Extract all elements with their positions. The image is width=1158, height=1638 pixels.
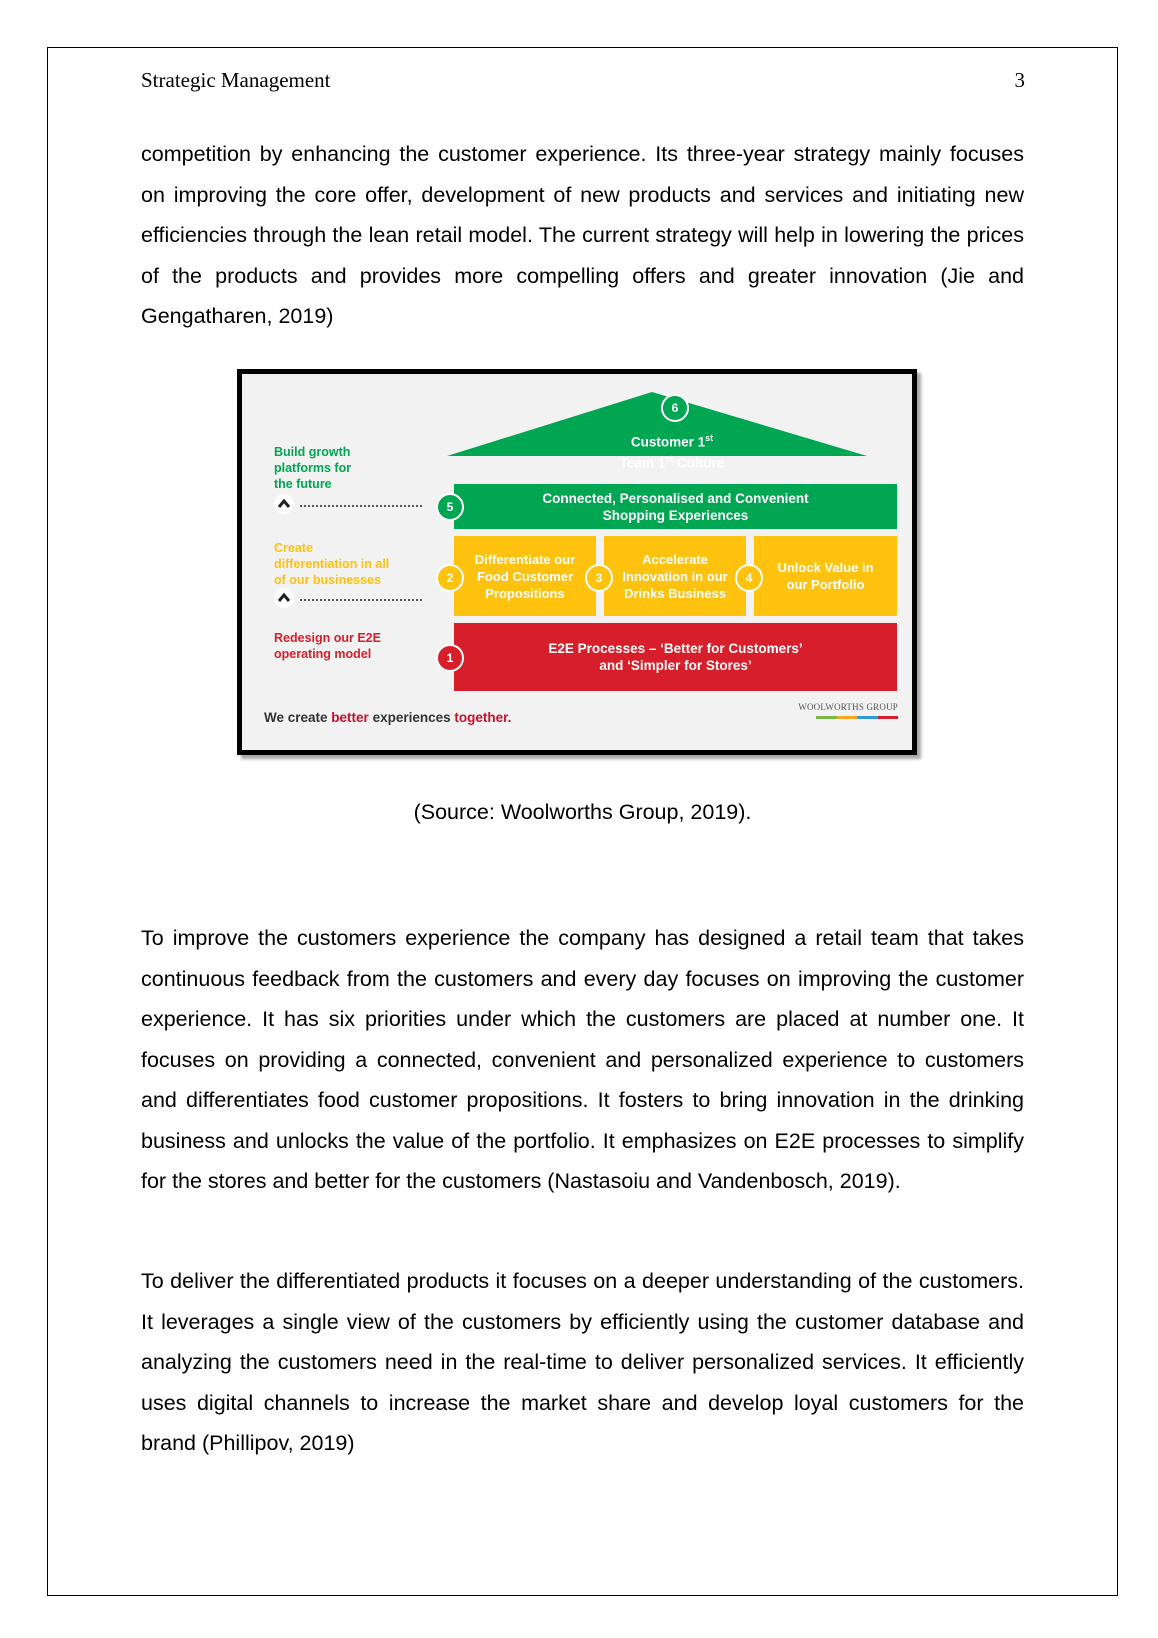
page-header [141,68,1025,98]
dotted-divider [300,505,422,507]
tagline-part3: experiences [368,710,455,725]
box3-line3: Drinks Business [624,585,726,601]
box2-line3: Propositions [485,585,565,601]
priority-4-box [754,536,897,616]
box2-line2: Food Customer [476,568,574,584]
paragraph-3: To deliver the differentiated products it focuses on a deeper understanding of the customers. It leverages a single view of the customers by efficiently using the customer database and analyzing the customers need in the real-time to deliver personalized services. It efficiently uses digital channels to increase the market share and develop loyal customers for the brand (Phillipov, 2019) [141,1269,1024,1455]
priority-2-box [454,536,596,616]
priority-number-2: 2 [436,564,464,592]
roof-label [572,430,772,471]
paragraph-2: To improve the customers experience the company has designed a retail team that takes continuous feedback from the customers and every day focuses on improving the customer experience. It has six priorities under which the customers are placed at number one. It focuses on providing a connected, convenient and personalized experience to customers and differentiates food customer propositions. It fosters to bring innovation in the drinking business and unlocks the value of the portfolio. It emphasizes on E2E processes to simplify for the stores and better for the customers (Nastasoiu and Vandenbosch, 2019). [141,926,1024,1193]
side-yellow-line3: of our businesses [274,573,381,587]
priority-number-1: 1 [436,644,464,672]
side-red-line1: Redesign our E2E [274,631,381,645]
bar1-line1: E2E Processes – ‘Better for Customers’ [548,641,803,656]
roof-line2a: Team 1 [619,455,666,470]
box4-line2: our Portfolio [786,577,865,592]
side-label-redesign [274,630,381,662]
page-number: 3 [1014,68,1025,92]
roof-line1-sup: st [705,433,714,443]
priority-3-box [604,536,746,616]
dotted-divider [300,599,422,601]
strategy-house-figure [237,369,917,755]
bar1-line2: and ‘Simpler for Stores’ [599,658,752,673]
paragraph-1: competition by enhancing the customer experience. Its three-year strategy mainly focuses on improving the core offer, development of new products and services and initiating new efficiencies through the lean retail model. The current strategy will help in lowering the prices of the products and provides more compelling offers and greater innovation (Jie and Gengatharen, 2019) [141,142,1024,328]
priority-number-5: 5 [436,493,464,521]
side-yellow-line1: Create [274,541,313,555]
priority-5-bar [454,484,897,529]
side-green-line3: the future [274,477,332,491]
logo-stripe [816,716,898,719]
side-label-growth [274,444,351,492]
priority-1-bar [454,623,897,691]
priority-number-3: 3 [585,564,613,592]
tagline-part2: better [331,710,369,725]
chevron-up-icon [274,588,294,608]
side-yellow-line2: differentiation in all [274,557,390,571]
priority-number-6: 6 [661,394,689,422]
box3-line2: Innovation in our [622,568,728,584]
box2-line1: Differentiate our [474,551,576,567]
side-red-line2: operating model [274,647,372,661]
side-green-line1: Build growth [274,445,351,459]
woolworths-logo: WOOLWORTHS GROUP [798,702,898,712]
bar5-line2: Shopping Experiences [602,507,749,523]
chevron-up-icon [274,494,294,514]
side-label-differentiation [274,540,389,588]
priority-number-4: 4 [735,564,763,592]
bar5-line1: Connected, Personalised and Convenient [542,490,809,506]
roof-line2-sup: st [665,453,674,464]
side-green-line2: platforms for [274,461,352,475]
roof-line2b: Culture [673,455,725,470]
tagline-part1: We create [264,710,332,725]
box3-line1: Accelerate [642,551,708,567]
figure-caption: (Source: Woolworths Group, 2019). [413,800,752,824]
box4-line1: Unlock Value in [777,560,874,575]
tagline [264,710,511,725]
tagline-part4: together. [454,710,512,725]
roof-line1: Customer 1 [630,434,706,450]
header-title: Strategic Management [141,68,331,92]
